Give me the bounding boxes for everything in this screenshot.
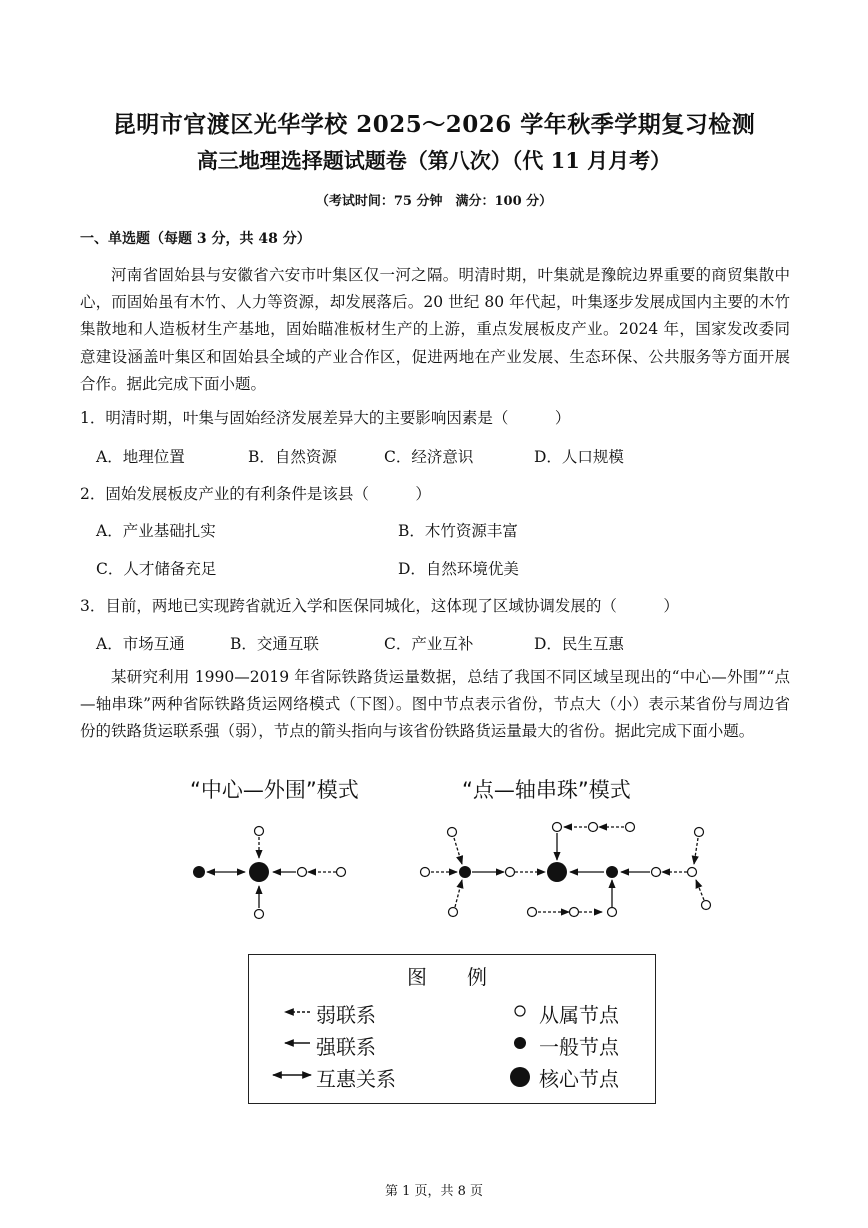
q2-option-d[interactable]: D．自然环境优美 [398, 560, 519, 578]
page-footer: 第 1 页，共 8 页 [384, 1184, 484, 1199]
q1-option-c[interactable]: C．经济意识 [384, 448, 474, 466]
legend-core-label: 核心节点 [539, 1067, 619, 1091]
q1-option-d[interactable]: D．人口规模 [534, 448, 624, 466]
question-3-stem: 3．目前，两地已实现跨省就近入学和医保同城化，这体现了区域协调发展的（ ） [80, 597, 679, 615]
figure-left-title: “中心—外围”模式 [190, 778, 359, 802]
subordinate-node [506, 868, 515, 877]
figure-legend [248, 954, 656, 1104]
subordinate-node [528, 908, 537, 917]
subordinate-node [608, 908, 617, 917]
subordinate-node [695, 828, 704, 837]
subordinate-node [255, 827, 264, 836]
legend-general-label: 一般节点 [539, 1035, 619, 1059]
general-node [193, 866, 205, 878]
legend-subordinate-label: 从属节点 [539, 1003, 619, 1027]
subordinate-node [449, 908, 458, 917]
general-node [606, 866, 618, 878]
subordinate-node [570, 908, 579, 917]
weak-link [694, 838, 698, 864]
question-2-stem: 2．固始发展板皮产业的有利条件是该县（ ） [80, 485, 431, 503]
subordinate-node [652, 868, 661, 877]
exam-title: 昆明市官渡区光华学校 2025～2026 学年秋季学期复习检测 [112, 111, 756, 138]
passage-2: 某研究利用 1990—2019 年省际铁路货运量数据，总结了我国不同区域呈现出的“中心—外围”“点—轴串珠”两种省际铁路货运网络模式（下图）。图中节点表示省份，节点大（小）表示某省份与周边省份的铁路货运联系强（弱），节点的箭头指向与该省份铁路货运量最大的省份。据此完成下面小题。 [80, 668, 790, 741]
subordinate-node [553, 823, 562, 832]
legend-title: 图 例 [407, 965, 497, 989]
q3-option-d[interactable]: D．民生互惠 [534, 635, 624, 653]
exam-meta: （考试时间：75 分钟 满分：100 分） [315, 194, 553, 209]
subordinate-node [688, 868, 697, 877]
core-node [547, 862, 567, 882]
subordinate-node [421, 868, 430, 877]
legend-strong-label: 强联系 [316, 1035, 376, 1059]
subordinate-node [702, 901, 711, 910]
subordinate-node [337, 868, 346, 877]
question-1-stem: 1．明清时期，叶集与固始经济发展差异大的主要影响因素是（ ） [80, 409, 571, 427]
weak-link [454, 838, 462, 864]
exam-subtitle: 高三地理选择题试题卷（第八次）（代 11 月月考） [196, 148, 672, 173]
section-heading: 一、单选题（每题 3 分，共 48 分） [80, 231, 311, 247]
center-periphery-model [207, 837, 336, 908]
weak-link [455, 880, 462, 907]
subordinate-node [448, 828, 457, 837]
q2-option-b[interactable]: B．木竹资源丰富 [398, 522, 518, 540]
subordinate-node [589, 823, 598, 832]
q3-option-b[interactable]: B．交通互联 [230, 635, 319, 653]
legend-weak-label: 弱联系 [316, 1003, 376, 1027]
weak-link [696, 880, 704, 900]
q3-option-a[interactable]: A．市场互通 [96, 635, 185, 653]
point-axis-nodes [421, 823, 711, 917]
passage-1: 河南省固始县与安徽省六安市叶集区仅一河之隔。明清时期，叶集就是豫皖边界重要的商贸集散中心，而固始虽有木竹、人力等资源，却发展落后。20 世纪 80 年代起，叶集逐步发展成国内主要的木竹集散地和人造板材生产基地，固始瞄准板材生产的上游，重点发展板皮产业。2024 年，国家发改委同意建设涵盖叶集区和固始县全域的产业合作区，促进两地在产业发展、生态环保、公共服务等方面开展合作。据此完成下面小题。 [80, 266, 790, 393]
subordinate-node [626, 823, 635, 832]
q1-option-a[interactable]: A．地理位置 [96, 448, 185, 466]
general-node [459, 866, 471, 878]
legend-mutual-label: 互惠关系 [316, 1067, 396, 1091]
q3-option-c[interactable]: C．产业互补 [384, 635, 474, 653]
point-axis-model [431, 827, 704, 912]
figure-right-title: “点—轴串珠”模式 [462, 778, 631, 802]
subordinate-node [255, 910, 264, 919]
q2-option-c[interactable]: C．人才储备充足 [96, 560, 217, 578]
q2-option-a[interactable]: A．产业基础扎实 [96, 522, 216, 540]
core-node [249, 862, 269, 882]
subordinate-node [298, 868, 307, 877]
q1-option-b[interactable]: B．自然资源 [248, 448, 337, 466]
